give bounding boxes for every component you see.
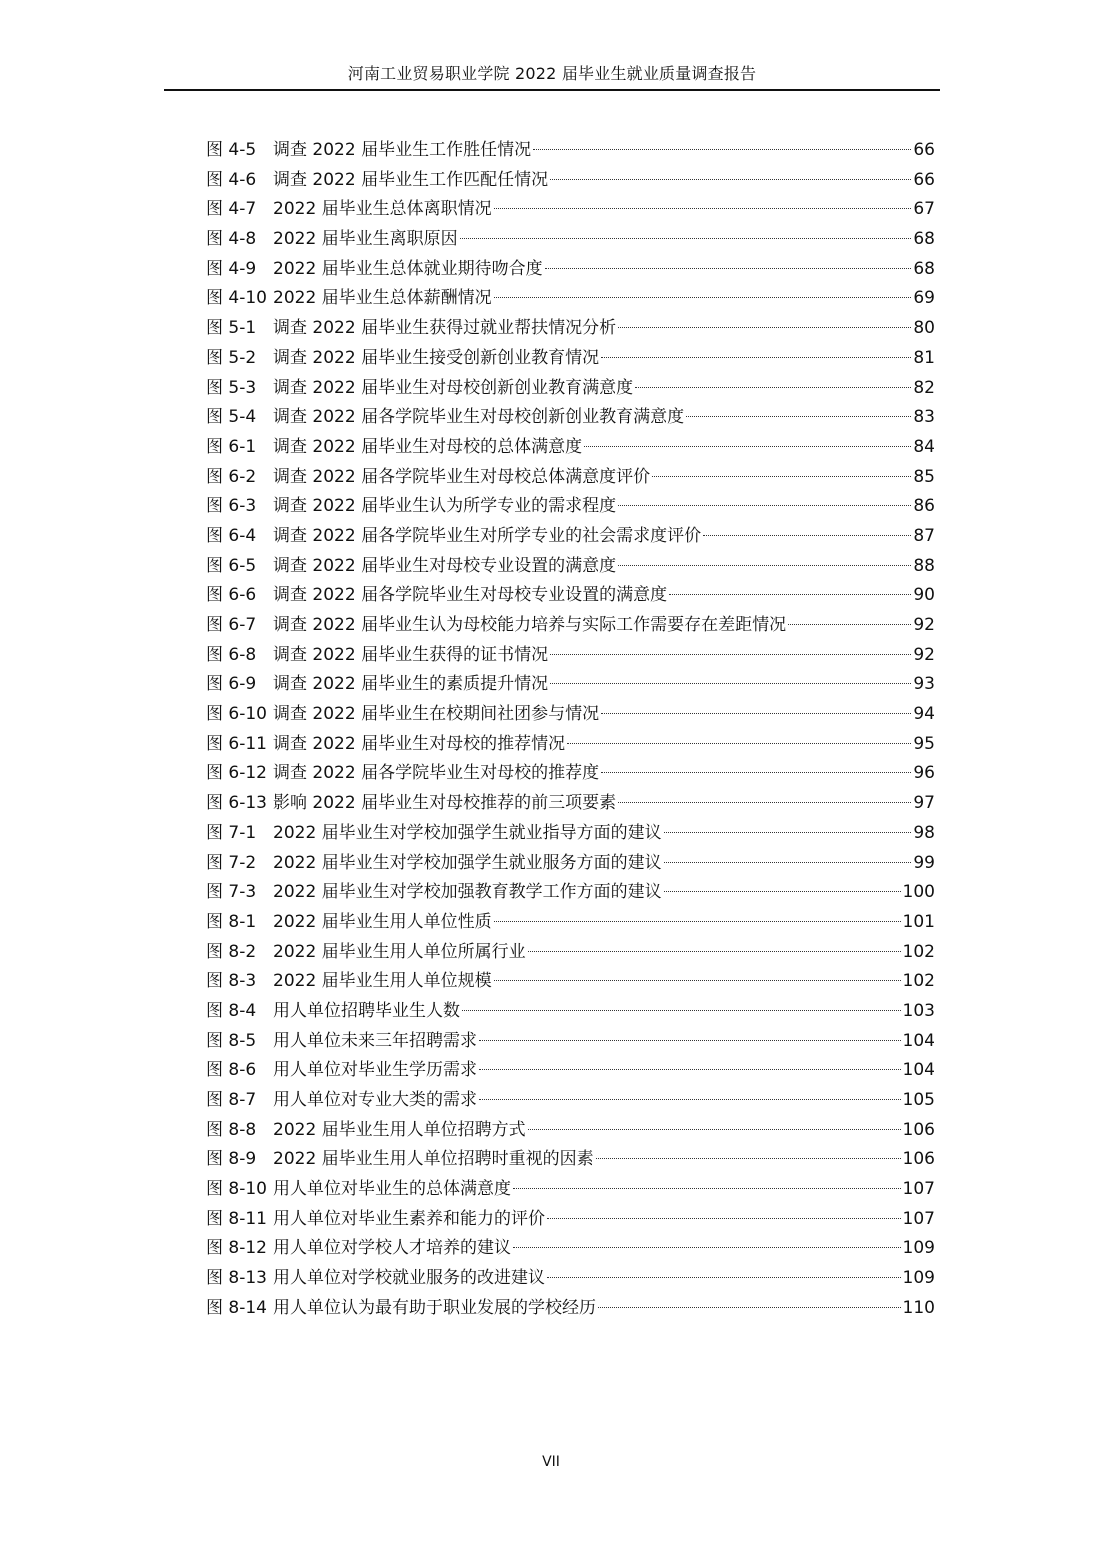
- figure-number: 图 6-1: [206, 436, 257, 457]
- figure-number: 图 4-8: [206, 229, 257, 250]
- toc-entry[interactable]: [206, 938, 935, 968]
- page-reference: 94: [913, 704, 935, 725]
- figure-number: 图 6-10: [206, 704, 267, 725]
- toc-entry[interactable]: [206, 136, 935, 166]
- toc-entry[interactable]: [206, 1175, 935, 1205]
- figure-title: 影响 2022 届毕业生对母校推荐的前三项要素: [273, 793, 617, 814]
- toc-entry[interactable]: [206, 433, 935, 463]
- figure-number: 图 8-12: [206, 1238, 267, 1259]
- page-reference: 106: [902, 1119, 935, 1140]
- figure-title: 调查 2022 届毕业生对母校创新创业教育满意度: [273, 377, 634, 398]
- figure-title: 调查 2022 届毕业生接受创新创业教育情况: [273, 347, 600, 368]
- page-reference: 95: [913, 733, 935, 754]
- toc-entry[interactable]: [206, 1205, 935, 1235]
- dot-leader: [618, 565, 911, 566]
- figure-number: 图 7-3: [206, 882, 257, 903]
- page-reference: 104: [902, 1060, 935, 1081]
- dot-leader: [635, 387, 911, 388]
- dot-leader: [550, 683, 911, 684]
- page-reference: 93: [913, 674, 935, 695]
- figure-title: 用人单位对学校人才培养的建议: [273, 1238, 511, 1259]
- toc-entry[interactable]: [206, 819, 935, 849]
- toc-entry[interactable]: [206, 581, 935, 611]
- figure-title: 用人单位对毕业生学历需求: [273, 1060, 477, 1081]
- figure-number: 图 5-4: [206, 407, 257, 428]
- toc-entry[interactable]: [206, 700, 935, 730]
- dot-leader: [664, 891, 901, 892]
- page-reference: 81: [913, 347, 935, 368]
- figure-number: 图 7-2: [206, 852, 257, 873]
- dot-leader: [460, 238, 912, 239]
- figure-title: 调查 2022 届毕业生在校期间社团参与情况: [273, 704, 600, 725]
- figure-title: 调查 2022 届毕业生工作匹配任情况: [273, 169, 549, 190]
- page-reference: 92: [913, 615, 935, 635]
- figure-title: 2022 届毕业生用人单位性质: [273, 911, 492, 932]
- figure-number: 图 8-13: [206, 1268, 267, 1289]
- figure-title: 用人单位认为最有助于职业发展的学校经历: [273, 1297, 596, 1318]
- page-header: 河南工业贸易职业学院 2022 届毕业生就业质量调查报告: [347, 64, 757, 83]
- dot-leader: [462, 1010, 901, 1011]
- toc-entry[interactable]: [206, 759, 935, 789]
- toc-entry[interactable]: [206, 1264, 935, 1294]
- dot-leader: [652, 476, 911, 477]
- page-reference: 83: [913, 407, 935, 428]
- figure-number: 图 6-6: [206, 585, 257, 606]
- figure-title: 调查 2022 届各学院毕业生对母校专业设置的满意度: [273, 585, 668, 606]
- page-reference: 100: [902, 882, 935, 903]
- figure-title: 2022 届毕业生对学校加强学生就业指导方面的建议: [273, 822, 662, 843]
- figure-title: 2022 届毕业生对学校加强教育教学工作方面的建议: [273, 882, 662, 903]
- figure-number: 图 5-1: [206, 318, 257, 339]
- figure-title: 2022 届毕业生用人单位招聘方式: [273, 1119, 526, 1140]
- dot-leader: [618, 505, 911, 506]
- figure-title: 调查 2022 届毕业生获得的证书情况: [273, 644, 549, 665]
- page-reference: 104: [902, 1030, 935, 1051]
- page-reference: 82: [913, 377, 935, 398]
- figure-title: 2022 届毕业生对学校加强学生就业服务方面的建议: [273, 852, 662, 873]
- dot-leader: [788, 624, 911, 625]
- toc-entry[interactable]: [206, 463, 935, 493]
- toc-entry[interactable]: [206, 374, 935, 404]
- figure-number: 图 4-9: [206, 258, 257, 279]
- toc-entry[interactable]: [206, 1056, 935, 1086]
- dot-leader: [513, 1247, 901, 1248]
- figure-number: 图 8-2: [206, 941, 257, 962]
- toc-entry[interactable]: [206, 166, 935, 196]
- toc-entry[interactable]: [206, 878, 935, 908]
- figure-title: 调查 2022 届各学院毕业生对所学专业的社会需求度评价: [273, 525, 702, 546]
- page-reference: 96: [913, 763, 935, 784]
- figure-number: 图 7-1: [206, 822, 257, 843]
- page-reference: 107: [902, 1179, 935, 1200]
- page-reference: 102: [902, 971, 935, 992]
- page-reference: 107: [902, 1208, 935, 1229]
- figure-title: 调查 2022 届毕业生认为所学专业的需求程度: [273, 496, 617, 517]
- figure-number: 图 8-4: [206, 1000, 257, 1021]
- figure-number: 图 6-3: [206, 496, 257, 517]
- figure-title: 2022 届毕业生用人单位所属行业: [273, 941, 526, 962]
- page-reference: 92: [913, 644, 935, 665]
- toc-entry[interactable]: [206, 611, 935, 641]
- figure-title: 调查 2022 届毕业生的素质提升情况: [273, 674, 549, 695]
- page-reference: 102: [902, 941, 935, 962]
- dot-leader: [686, 416, 911, 417]
- toc-entry[interactable]: [206, 1234, 935, 1264]
- figure-number: 图 6-12: [206, 763, 267, 784]
- figure-number: 图 8-11: [206, 1208, 267, 1229]
- page-reference: 69: [913, 288, 935, 309]
- page-reference: 105: [902, 1090, 935, 1110]
- figure-title: 用人单位对学校就业服务的改进建议: [273, 1268, 545, 1289]
- figure-title: 调查 2022 届毕业生工作胜任情况: [273, 140, 532, 160]
- toc-entry[interactable]: [206, 403, 935, 433]
- toc-entry[interactable]: [206, 195, 935, 225]
- dot-leader: [545, 268, 912, 269]
- dot-leader: [528, 951, 901, 952]
- toc-entry[interactable]: [206, 1294, 935, 1324]
- figure-number: 图 6-5: [206, 555, 257, 576]
- figure-title: 调查 2022 届毕业生对母校专业设置的满意度: [273, 555, 617, 576]
- figure-number: 图 4-6: [206, 169, 257, 190]
- page-reference: 98: [913, 822, 935, 843]
- dot-leader: [601, 357, 911, 358]
- figure-title: 2022 届毕业生总体薪酬情况: [273, 288, 492, 309]
- page-reference: 66: [913, 169, 935, 190]
- page-reference: 103: [902, 1000, 935, 1021]
- toc-entry[interactable]: [206, 967, 935, 997]
- toc-entry[interactable]: [206, 344, 935, 374]
- dot-leader: [494, 921, 901, 922]
- figure-number: 图 4-7: [206, 199, 257, 220]
- dot-leader: [598, 1307, 901, 1308]
- dot-leader: [618, 802, 911, 803]
- figure-title: 调查 2022 届毕业生对母校的总体满意度: [273, 436, 583, 457]
- page-reference: 90: [913, 585, 935, 606]
- toc-entry[interactable]: [206, 314, 935, 344]
- dot-leader: [596, 1158, 901, 1159]
- figure-title: 2022 届毕业生用人单位招聘时重视的因素: [273, 1149, 594, 1170]
- figure-number: 图 8-14: [206, 1297, 267, 1318]
- figure-number: 图 6-11: [206, 733, 267, 754]
- toc-entry[interactable]: [206, 908, 935, 938]
- dot-leader: [703, 535, 911, 536]
- page-reference: 85: [913, 466, 935, 487]
- figure-title: 2022 届毕业生离职原因: [273, 229, 458, 250]
- toc-entry[interactable]: [206, 255, 935, 285]
- toc-entry[interactable]: [206, 730, 935, 760]
- figure-title: 用人单位对毕业生素养和能力的评价: [273, 1208, 545, 1229]
- toc-entry[interactable]: [206, 225, 935, 255]
- dot-leader: [547, 1277, 901, 1278]
- dot-leader: [567, 743, 911, 744]
- dot-leader: [618, 327, 911, 328]
- dot-leader: [494, 980, 901, 981]
- dot-leader: [513, 1188, 901, 1189]
- figure-title: 用人单位对专业大类的需求: [273, 1090, 477, 1110]
- toc-entry[interactable]: [206, 641, 935, 671]
- dot-leader: [479, 1040, 901, 1041]
- figure-number: 图 6-8: [206, 644, 257, 665]
- figure-number: 图 4-10: [206, 288, 267, 309]
- figure-number: 图 8-7: [206, 1090, 257, 1110]
- dot-leader: [528, 1129, 901, 1130]
- page-reference: 99: [913, 852, 935, 873]
- page-reference: 97: [913, 793, 935, 814]
- figure-title: 调查 2022 届毕业生对母校的推荐情况: [273, 733, 566, 754]
- dot-leader: [479, 1069, 901, 1070]
- header-rule: [164, 89, 940, 91]
- dot-leader: [550, 179, 911, 180]
- toc-entry[interactable]: [206, 492, 935, 522]
- figure-number: 图 8-5: [206, 1030, 257, 1051]
- page-reference: 66: [913, 140, 935, 160]
- page-reference: 84: [913, 436, 935, 457]
- page-reference: 86: [913, 496, 935, 517]
- page-reference: 109: [902, 1268, 935, 1289]
- figure-title: 调查 2022 届毕业生认为母校能力培养与实际工作需要存在差距情况: [273, 615, 787, 635]
- figure-number: 图 8-1: [206, 911, 257, 932]
- toc-entry[interactable]: [206, 849, 935, 879]
- figure-number: 图 8-10: [206, 1179, 267, 1200]
- toc-entry[interactable]: [206, 522, 935, 552]
- dot-leader: [550, 654, 911, 655]
- figure-title: 用人单位未来三年招聘需求: [273, 1030, 477, 1051]
- page-reference: 109: [902, 1238, 935, 1259]
- page-reference: 106: [902, 1149, 935, 1170]
- toc-entry[interactable]: [206, 997, 935, 1027]
- toc-entry[interactable]: [206, 1027, 935, 1057]
- toc-entry[interactable]: [206, 789, 935, 819]
- dot-leader: [584, 446, 911, 447]
- figure-number: 图 8-3: [206, 971, 257, 992]
- toc-entry[interactable]: [206, 284, 935, 314]
- page-reference: 101: [902, 911, 935, 932]
- toc-entry[interactable]: [206, 552, 935, 582]
- figure-title: 调查 2022 届毕业生获得过就业帮扶情况分析: [273, 318, 617, 339]
- dot-leader: [601, 772, 911, 773]
- figure-number: 图 4-5: [206, 140, 257, 160]
- toc-entry[interactable]: [206, 670, 935, 700]
- dot-leader: [494, 208, 912, 209]
- figure-title: 2022 届毕业生用人单位规模: [273, 971, 492, 992]
- figure-title: 2022 届毕业生总体就业期待吻合度: [273, 258, 543, 279]
- figure-number: 图 6-2: [206, 466, 257, 487]
- page-reference: 68: [913, 229, 935, 250]
- dot-leader: [664, 862, 912, 863]
- figure-number: 图 8-8: [206, 1119, 257, 1140]
- dot-leader: [669, 594, 911, 595]
- page-reference: 110: [902, 1297, 935, 1318]
- figure-title: 2022 届毕业生总体离职情况: [273, 199, 492, 220]
- figure-title: 用人单位招聘毕业生人数: [273, 1000, 460, 1021]
- figure-title: 调查 2022 届各学院毕业生对母校总体满意度评价: [273, 466, 651, 487]
- figure-number: 图 8-6: [206, 1060, 257, 1081]
- figure-title: 用人单位对毕业生的总体满意度: [273, 1179, 511, 1200]
- dot-leader: [494, 297, 912, 298]
- figure-number: 图 6-7: [206, 615, 257, 635]
- page-reference: 88: [913, 555, 935, 576]
- page-reference: 67: [913, 199, 935, 220]
- figure-number: 图 6-9: [206, 674, 257, 695]
- toc-entry[interactable]: [206, 1116, 935, 1146]
- figure-list: [206, 136, 935, 1324]
- toc-entry[interactable]: [206, 1086, 935, 1116]
- dot-leader: [533, 149, 911, 150]
- figure-number: 图 5-2: [206, 347, 257, 368]
- figure-number: 图 6-13: [206, 793, 267, 814]
- figure-number: 图 5-3: [206, 377, 257, 398]
- dot-leader: [601, 713, 911, 714]
- toc-entry[interactable]: [206, 1145, 935, 1175]
- figure-title: 调查 2022 届各学院毕业生对母校的推荐度: [273, 763, 600, 784]
- figure-title: 调查 2022 届各学院毕业生对母校创新创业教育满意度: [273, 407, 685, 428]
- page-reference: 68: [913, 258, 935, 279]
- page-reference: 80: [913, 318, 935, 339]
- dot-leader: [547, 1218, 901, 1219]
- figure-number: 图 6-4: [206, 525, 257, 546]
- dot-leader: [664, 832, 912, 833]
- figure-number: 图 8-9: [206, 1149, 257, 1170]
- page-number: VII: [542, 1454, 560, 1470]
- page-reference: 87: [913, 525, 935, 546]
- dot-leader: [479, 1099, 901, 1100]
